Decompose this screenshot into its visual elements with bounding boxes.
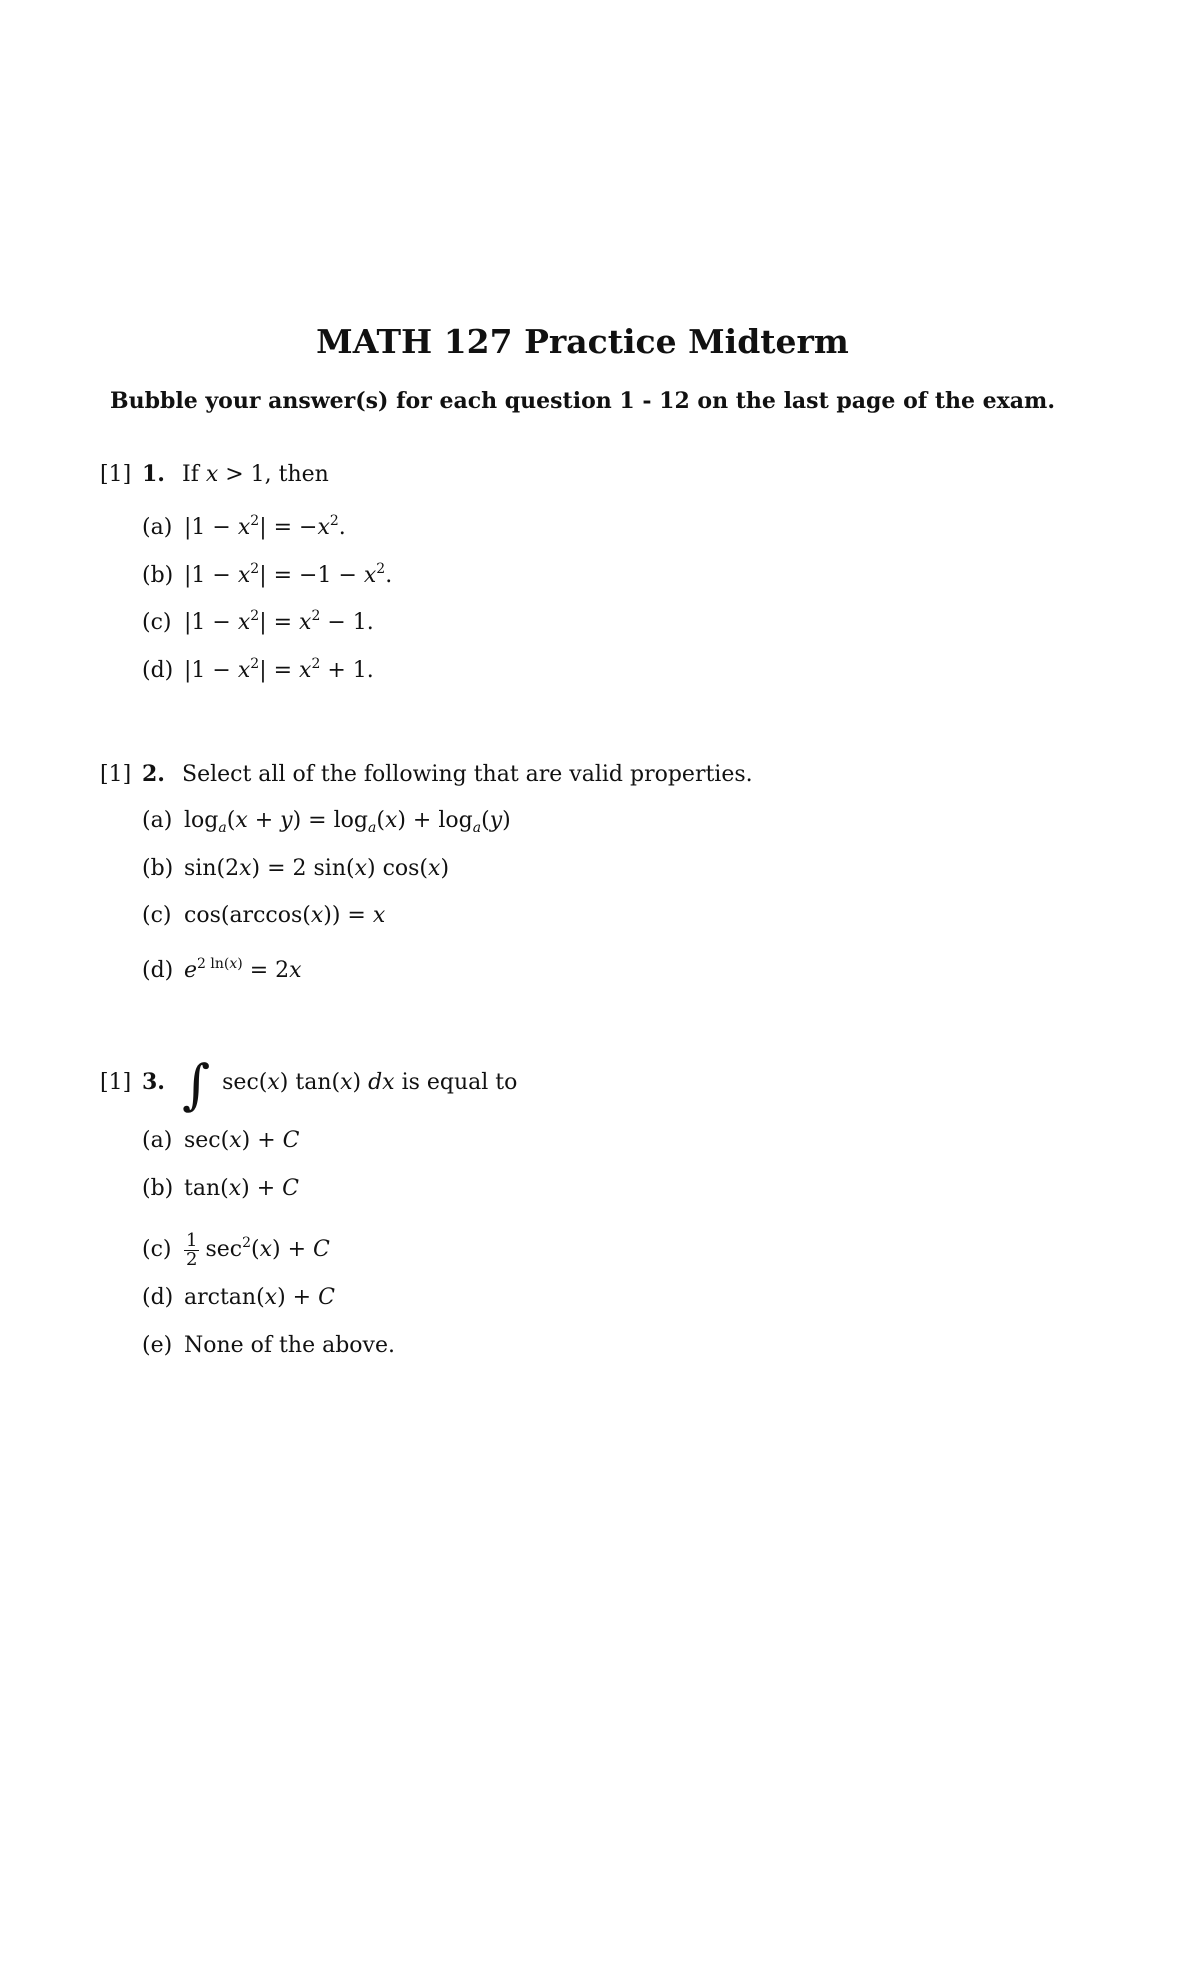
option-label: (c) xyxy=(142,610,172,635)
question-header xyxy=(100,457,1100,491)
option-label: (c) xyxy=(142,1237,172,1262)
question-points: [1] xyxy=(100,462,132,487)
option-label: (a) xyxy=(142,808,173,833)
option-label: (d) xyxy=(142,1285,174,1310)
question-points: [1] xyxy=(100,762,132,787)
option-label: (d) xyxy=(142,957,174,983)
answer-option[interactable] xyxy=(142,849,1100,897)
answer-option[interactable] xyxy=(142,501,1100,549)
question-2 xyxy=(100,757,1100,991)
question-number: 3. xyxy=(142,1069,165,1095)
question-3 xyxy=(100,1053,1100,1373)
answer-option[interactable] xyxy=(142,801,1100,849)
answer-option[interactable] xyxy=(142,644,1100,692)
integral-sign-icon: ∫ xyxy=(182,1053,211,1116)
answer-options xyxy=(142,1121,1100,1373)
answer-option[interactable] xyxy=(142,549,1100,597)
option-label: (a) xyxy=(142,515,173,540)
answer-options xyxy=(142,801,1100,991)
question-header xyxy=(100,1053,1100,1116)
option-text: $e^{2 ln(x)} = 2x$ xyxy=(184,955,302,983)
option-label: (a) xyxy=(142,1128,173,1153)
exam-instructions: Bubble your answer(s) for each question 1 - 12 on the last page of the exam. xyxy=(110,388,1055,414)
answer-option[interactable] xyxy=(142,1121,1100,1169)
option-text: sec(x) + C xyxy=(184,1128,300,1153)
question-prompt: ∫ sec(x) tan(x) dx is equal to xyxy=(182,1053,518,1116)
answer-option[interactable] xyxy=(142,1326,1100,1374)
fraction-one-half: $\frac{1}{2}$ xyxy=(186,1229,198,1270)
option-text: tan(x) + C xyxy=(184,1175,299,1201)
page-title: MATH 127 Practice Midterm xyxy=(316,322,849,361)
option-text: $|1 - x^2| = x^2 + 1$. xyxy=(184,655,374,683)
option-text: $|1 - x^2| = -1 - x^2$. xyxy=(184,560,393,588)
answer-option[interactable] xyxy=(142,1278,1100,1326)
option-text: None of the above. xyxy=(184,1332,395,1358)
option-text: arctan(x) + C xyxy=(184,1285,335,1310)
question-number: 1. xyxy=(142,461,165,487)
question-points: [1] xyxy=(100,1070,132,1095)
option-label: (b) xyxy=(142,1175,174,1201)
option-text: sin(2x) = 2 sin(x) cos(x) xyxy=(184,855,450,881)
question-prompt: If x > 1, then xyxy=(182,462,329,487)
answer-option[interactable] xyxy=(142,896,1100,944)
question-1 xyxy=(100,457,1100,691)
answer-option[interactable] xyxy=(142,1169,1100,1217)
option-text: $\log_a(x + y) = \log_a(x) + \log_a(y)$ xyxy=(184,808,511,836)
option-label: (e) xyxy=(142,1332,173,1358)
option-text: $|1 - x^2| = -x^2$. xyxy=(184,513,346,540)
option-label: (c) xyxy=(142,903,172,928)
answer-option[interactable] xyxy=(142,944,1100,992)
option-label: (b) xyxy=(142,855,174,881)
question-header xyxy=(100,757,1100,791)
answer-option[interactable] xyxy=(142,596,1100,644)
question-prompt: Select all of the following that are valid properties. xyxy=(182,762,753,787)
question-number: 2. xyxy=(142,761,165,787)
option-text: $\frac{1}{2}$ $\sec^2(x) + C$ xyxy=(186,1229,330,1270)
option-text: cos(arccos(x)) = x xyxy=(184,903,386,928)
option-label: (b) xyxy=(142,562,174,588)
option-text: $|1 - x^2| = x^2 - 1$. xyxy=(184,608,374,635)
answer-option[interactable] xyxy=(142,1216,1100,1278)
answer-options xyxy=(142,501,1100,691)
option-label: (d) xyxy=(142,657,174,683)
